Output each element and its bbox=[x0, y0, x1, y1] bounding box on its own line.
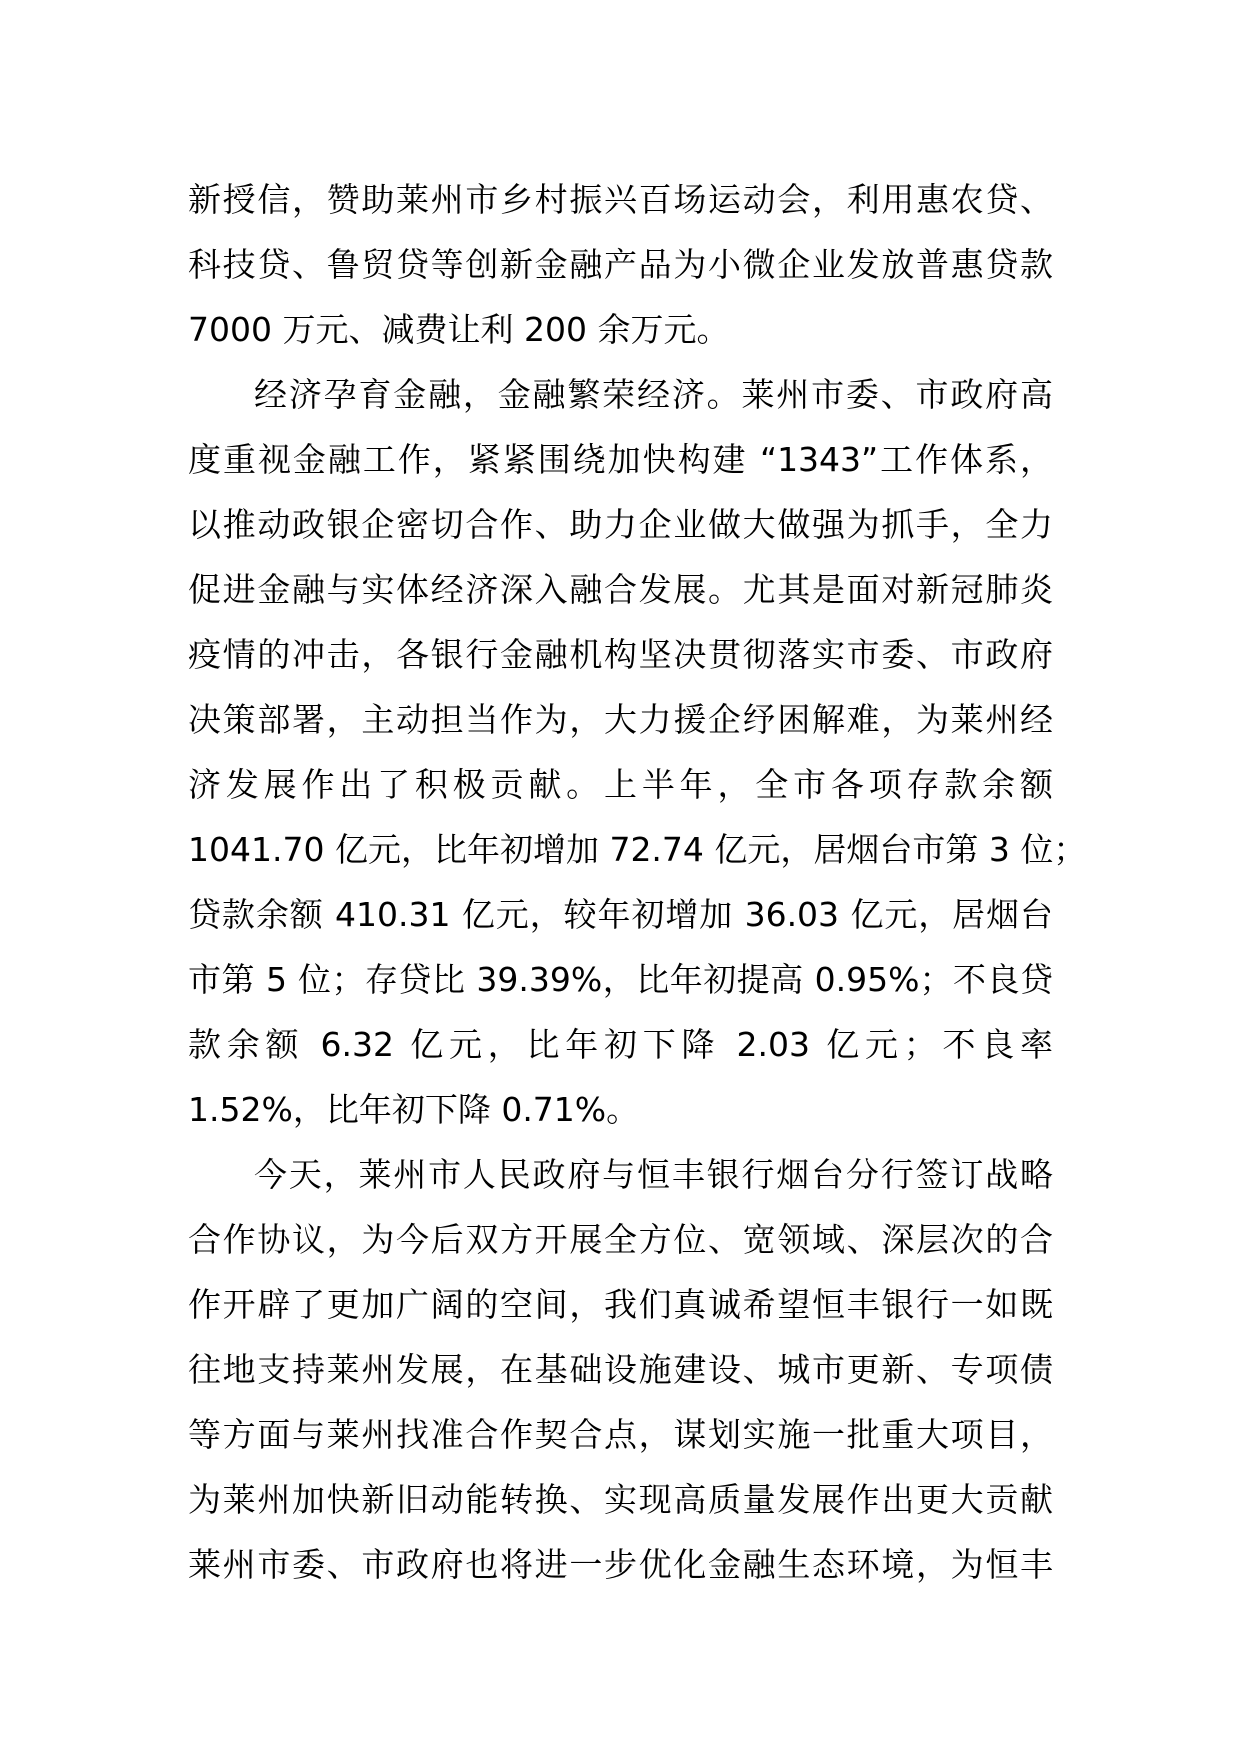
text-line: 作开辟了更加广阔的空间，我们真诚希望恒丰银行一如既 bbox=[188, 1285, 1053, 1324]
text-line: 市第 5 位；存贷比 39.39%，比年初提高 0.95%；不良贷 bbox=[188, 960, 1053, 999]
text-line: 7000 万元、减费让利 200 余万元。 bbox=[188, 310, 730, 349]
text-line: 疫情的冲击，各银行金融机构坚决贯彻落实市委、市政府 bbox=[188, 635, 1053, 674]
text-line: 科技贷、鲁贸贷等创新金融产品为小微企业发放普惠贷款 bbox=[188, 245, 1053, 284]
text-line: 1041.70 亿元，比年初增加 72.74 亿元，居烟台市第 3 位； bbox=[188, 830, 1087, 869]
text-line: 往地支持莱州发展，在基础设施建设、城市更新、专项债 bbox=[188, 1350, 1053, 1389]
text-line: 等方面与莱州找准合作契合点，谋划实施一批重大项目， bbox=[188, 1415, 1053, 1454]
text-line: 济发展作出了积极贡献。上半年，全市各项存款余额 bbox=[188, 765, 1053, 804]
text-line: 今天，莱州市人民政府与恒丰银行烟台分行签订战略 bbox=[254, 1155, 1053, 1194]
body-text bbox=[188, 167, 1087, 1597]
text-line: 贷款余额 410.31 亿元，较年初增加 36.03 亿元，居烟台 bbox=[188, 895, 1053, 934]
text-line: 度重视金融工作，紧紧围绕加快构建 “1343”工作体系， bbox=[188, 440, 1053, 479]
text-line: 莱州市委、市政府也将进一步优化金融生态环境，为恒丰 bbox=[188, 1545, 1053, 1584]
paragraph bbox=[188, 167, 1053, 362]
paragraph bbox=[188, 1142, 1053, 1597]
paragraph bbox=[188, 362, 1087, 1142]
text-line: 经济孕育金融，金融繁荣经济。莱州市委、市政府高 bbox=[254, 375, 1053, 414]
text-line: 以推动政银企密切合作、助力企业做大做强为抓手，全力 bbox=[188, 505, 1053, 544]
text-line: 合作协议，为今后双方开展全方位、宽领域、深层次的合 bbox=[188, 1220, 1053, 1259]
text-line: 新授信，赞助莱州市乡村振兴百场运动会，利用惠农贷、 bbox=[188, 180, 1053, 219]
text-line: 款余额 6.32 亿元，比年初下降 2.03 亿元；不良率 bbox=[188, 1025, 1053, 1064]
text-line: 1.52%，比年初下降 0.71%。 bbox=[188, 1090, 640, 1129]
text-line: 为莱州加快新旧动能转换、实现高质量发展作出更大贡献 bbox=[188, 1480, 1053, 1519]
text-line: 促进金融与实体经济深入融合发展。尤其是面对新冠肺炎 bbox=[188, 570, 1053, 609]
text-line: 决策部署，主动担当作为，大力援企纾困解难，为莱州经 bbox=[188, 700, 1053, 739]
